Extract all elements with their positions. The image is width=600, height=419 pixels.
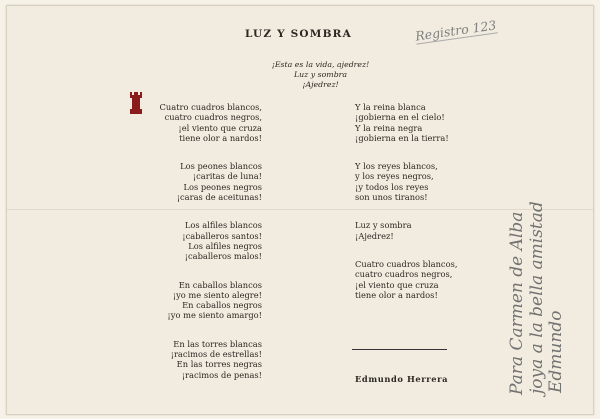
registration-note: Registro 123 — [414, 17, 498, 44]
verse-line: ¡caballeros santos! — [182, 230, 262, 241]
stanza-5 — [127, 339, 262, 380]
verse-line: ¡yo me siento amargo! — [167, 310, 262, 321]
verse-line: Los alfiles blancos — [184, 220, 262, 231]
stanza-8 — [355, 220, 495, 241]
verse-line: En las torres blancas — [173, 338, 262, 349]
verse-line: En caballos blancos — [178, 279, 262, 290]
handwritten-dedication-line: Edmundo — [546, 310, 566, 393]
verse-line: Y los reyes blancos, — [355, 161, 438, 172]
verse-line: ¡caballeros malos! — [184, 251, 262, 262]
verse-line: Los peones negros — [183, 181, 262, 192]
author-signature: Edmundo Herrera — [355, 374, 449, 384]
stanza-6 — [355, 102, 495, 143]
verse-line: ¡yo me siento alegre! — [172, 289, 262, 300]
verse-line: Los alfiles negros — [188, 240, 262, 251]
epigraph-line: ¡Esta es la vida, ajedrez! — [271, 60, 370, 69]
epigraph-line: ¡Ajedrez! — [302, 80, 339, 89]
verse-line: ¡racimos de estrellas! — [170, 349, 262, 360]
epigraph-line: Luz y sombra — [293, 70, 348, 79]
stanza-4 — [127, 280, 262, 321]
verse-line: ¡caritas de luna! — [192, 171, 262, 182]
verse-line: Cuatro cuadros blancos, — [159, 102, 262, 112]
verse-line: Y la reina blanca — [355, 102, 426, 112]
verse-line: tiene olor a nardos! — [179, 132, 262, 143]
stanza-1 — [127, 102, 262, 143]
verse-line: cuatro cuadros negros, — [355, 269, 453, 280]
verse-line: ¡gobierna en el cielo! — [355, 112, 445, 123]
signature-rule — [352, 349, 447, 350]
verse-line: Los peones blancos — [180, 161, 262, 172]
poem-sheet — [6, 5, 594, 415]
verse-line: ¡y todos los reyes — [355, 181, 429, 192]
verse-line: y los reyes negros, — [355, 171, 434, 182]
stanza-9 — [355, 259, 495, 300]
verse-line: ¡gobierna en la tierra! — [355, 132, 449, 143]
verse-line: cuatro cuadros negros, — [164, 112, 262, 123]
verse-line: ¡el viento que cruza — [178, 122, 262, 133]
verse-line: ¡racimos de penas! — [181, 369, 262, 380]
verse-line: ¡el viento que cruza — [355, 279, 439, 290]
verse-line: son unos tiranos! — [355, 192, 428, 203]
verse-line: Luz y sombra — [355, 220, 412, 231]
verse-line: En caballos negros — [182, 300, 262, 311]
right-verse-column — [355, 102, 495, 318]
verse-line: ¡Ajedrez! — [355, 230, 394, 241]
handwritten-dedication-line: Para Carmen de Alba — [507, 211, 527, 395]
poem-title: LUZ Y SOMBRA — [245, 28, 352, 40]
epigraph — [243, 60, 398, 90]
verse-line: Cuatro cuadros blancos, — [355, 258, 458, 269]
stanza-3 — [127, 220, 262, 261]
stanza-2 — [127, 161, 262, 202]
left-verse-column — [127, 102, 262, 398]
verse-line: En las torres negras — [176, 359, 262, 370]
stanza-7 — [355, 161, 495, 202]
verse-line: tiene olor a nardos! — [355, 289, 438, 300]
verse-line: Y la reina negra — [355, 122, 423, 133]
handwritten-dedication-line: joya a la bella amistad — [527, 201, 547, 394]
verse-line: ¡caras de aceitunas! — [176, 192, 262, 203]
paper-fold — [7, 209, 593, 210]
